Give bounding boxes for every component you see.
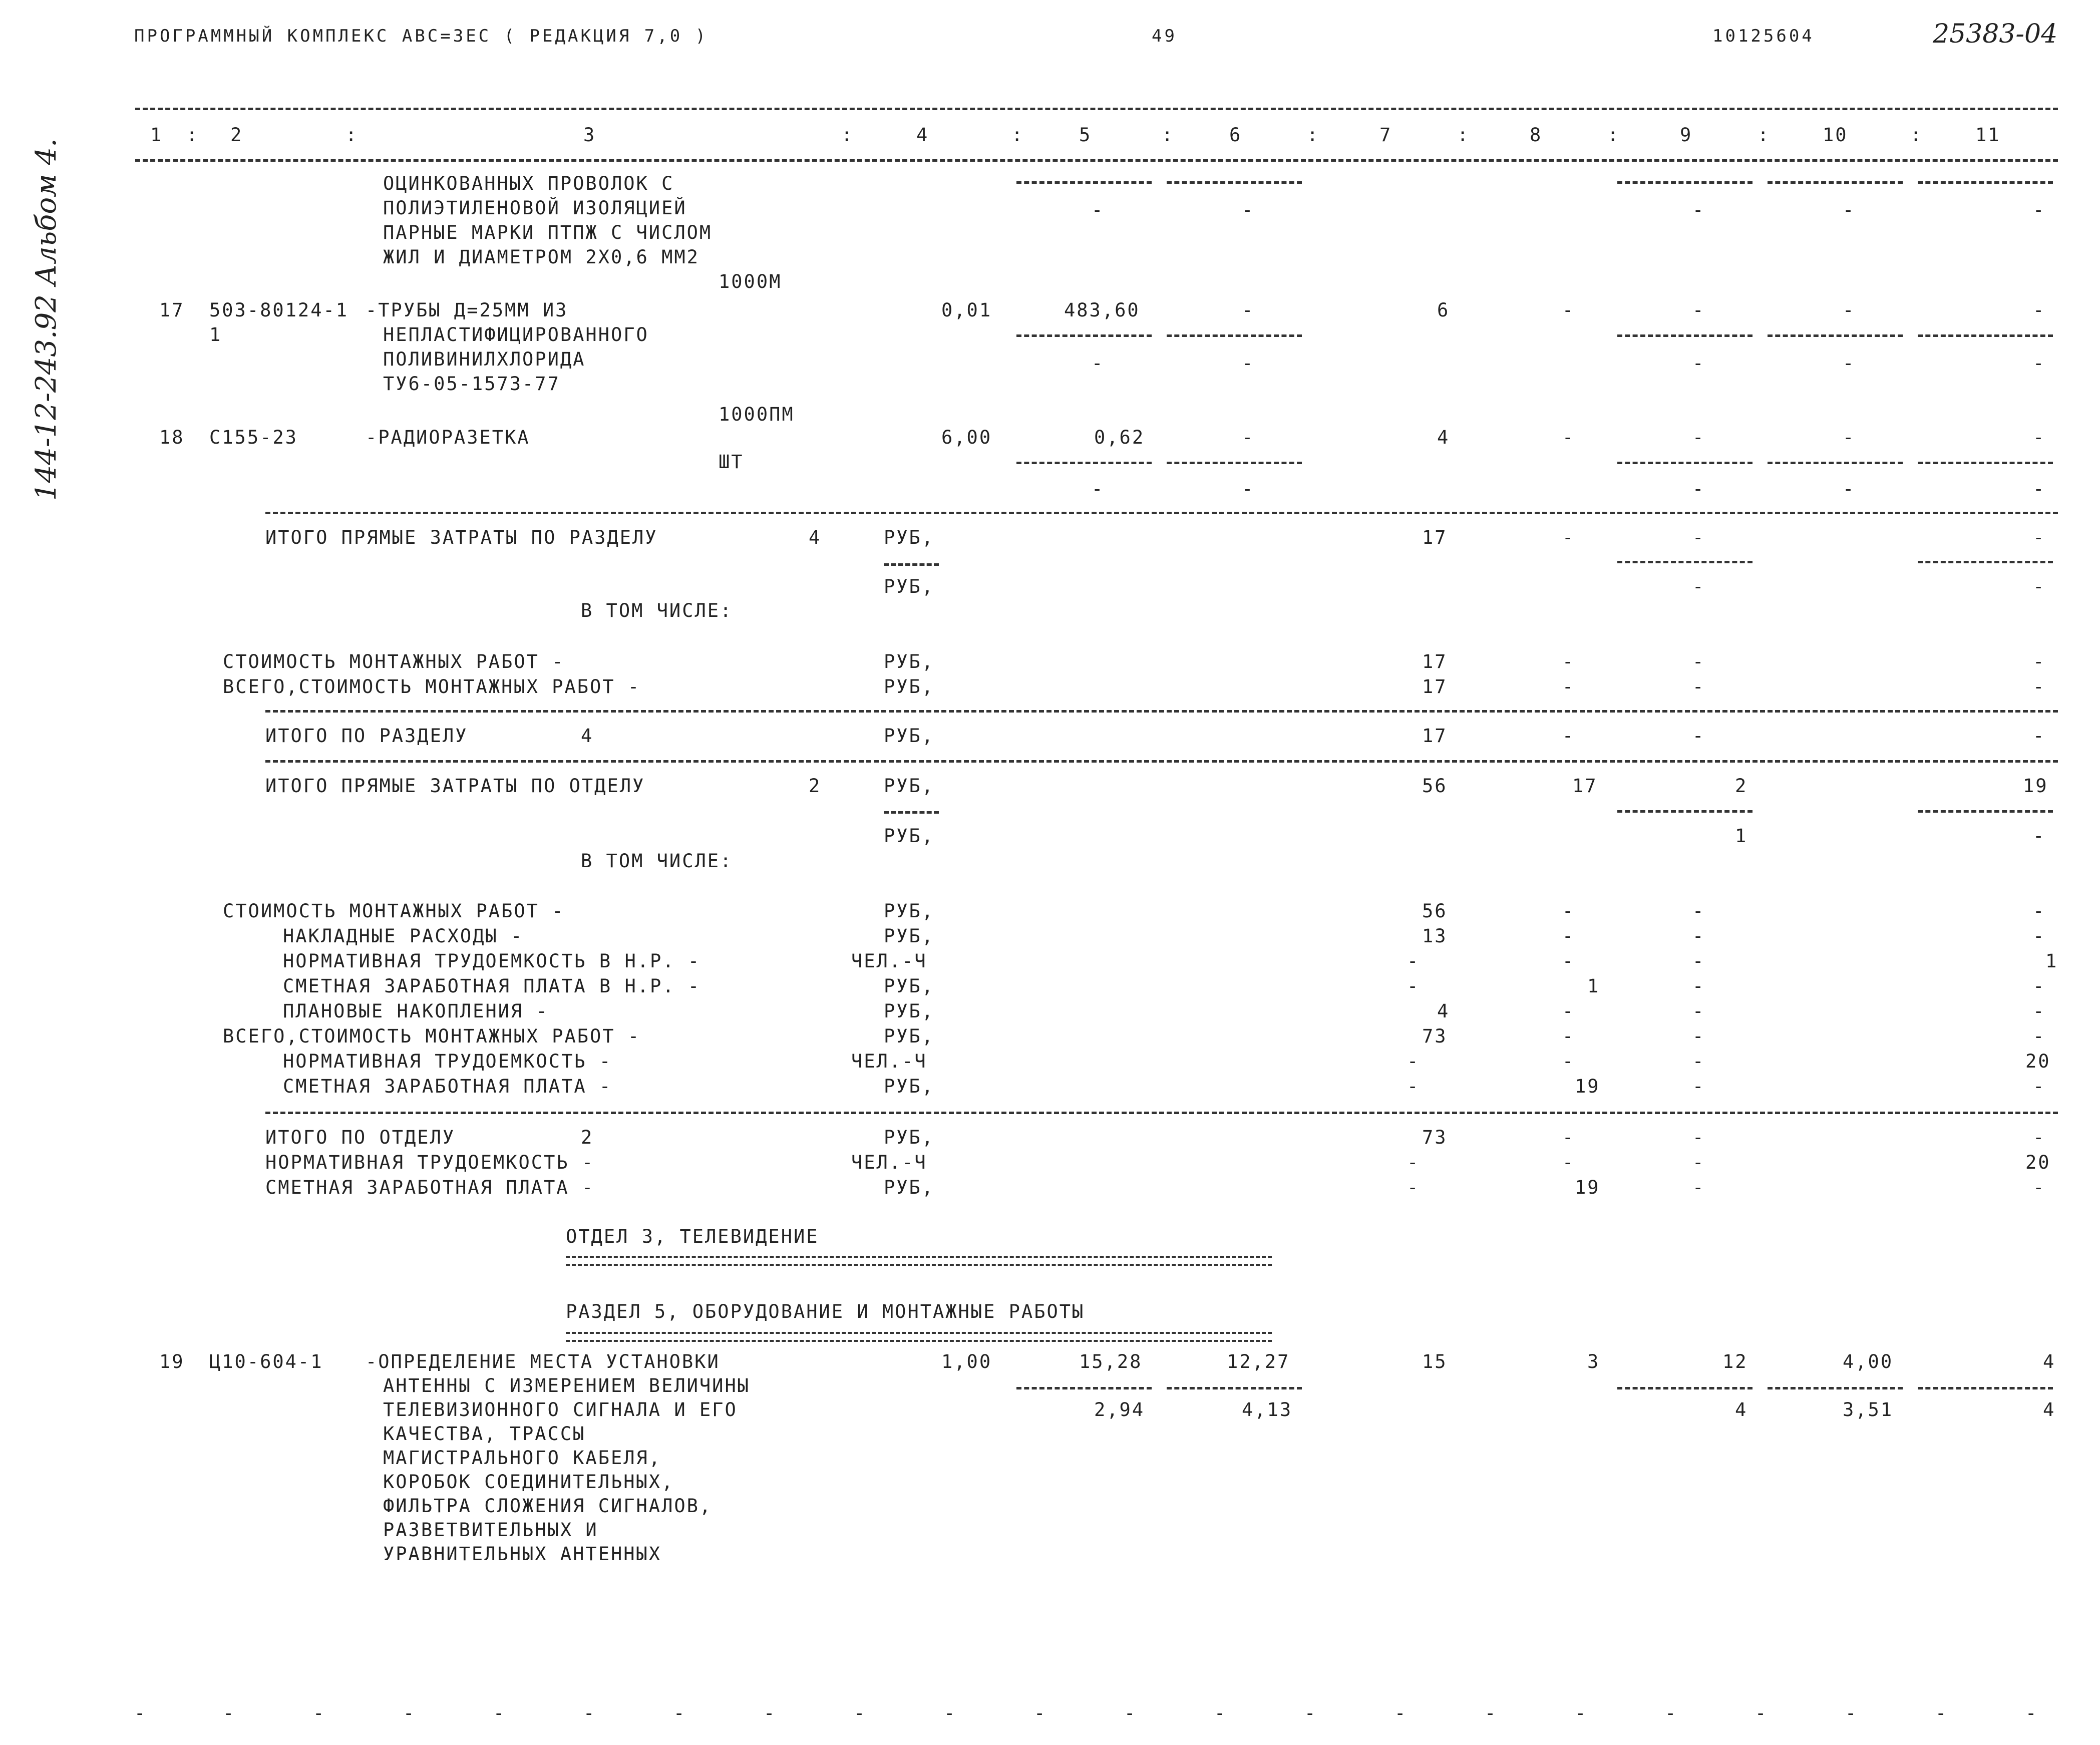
dash-mark: - <box>2033 527 2046 548</box>
breakdown-label: СТОИМОСТЬ МОНТАЖНЫХ РАБОТ - <box>223 900 565 922</box>
dash-mark: - <box>1692 353 1705 374</box>
item-desc-line: КАЧЕСТВА, ТРАССЫ <box>383 1423 586 1445</box>
dash-mark: - <box>1242 299 1255 321</box>
header-rule-bottom <box>135 159 2058 162</box>
item-col11b: 4 <box>2043 1399 2056 1421</box>
breakdown-unit: РУБ, <box>884 900 935 922</box>
total-unit: РУБ, <box>884 825 935 847</box>
item-desc-line: АНТЕННЫ С ИЗМЕРЕНИЕМ ВЕЛИЧИНЫ <box>383 1375 751 1397</box>
dash-mark: - <box>1562 950 1575 972</box>
total-unit: РУБ, <box>884 725 935 747</box>
total-label: ИТОГО ПО РАЗДЕЛУ <box>265 725 468 747</box>
dash-mark: - <box>1692 676 1705 697</box>
dash-mark: - <box>1562 900 1575 922</box>
breakdown-label: СМЕТНАЯ ЗАРАБОТНАЯ ПЛАТА В Н.Р. - <box>283 975 701 997</box>
subtotal-rule <box>1768 462 1903 464</box>
item-desc-line: ПАРНЫЕ МАРКИ ПТПЖ С ЧИСЛОМ <box>383 222 713 243</box>
document-code: 10125604 <box>1712 26 1815 46</box>
dash-mark: - <box>1692 1000 1705 1022</box>
item-desc-line: УРАВНИТЕЛЬНЫХ АНТЕННЫХ <box>383 1543 662 1565</box>
subtotal-rule <box>1918 810 2053 813</box>
total-label: ИТОГО ПРЯМЫЕ ЗАТРАТЫ ПО ОТДЕЛУ <box>265 775 645 797</box>
final-label: НОРМАТИВНАЯ ТРУДОЕМКОСТЬ - <box>265 1152 595 1173</box>
final-unit: ЧЕЛ.-Ч <box>851 1152 927 1173</box>
item-desc-line: ПОЛИВИНИЛХЛОРИДА <box>383 348 586 370</box>
total-unit: РУБ, <box>884 775 935 797</box>
breakdown-unit: РУБ, <box>884 975 935 997</box>
col-sep: : <box>841 124 854 146</box>
dash-mark: - <box>2033 299 2046 321</box>
dash-mark: - <box>1562 676 1575 697</box>
title-underline <box>566 1256 1272 1266</box>
subtotal-rule <box>1918 181 2053 184</box>
dash-mark: - <box>1692 576 1705 597</box>
item-col9b: 4 <box>1735 1399 1748 1421</box>
item-col5b: 2,94 <box>1094 1399 1145 1421</box>
dash-mark: - <box>1755 1702 1768 1724</box>
dash-mark: - <box>1407 1152 1420 1173</box>
col-5: 5 <box>1079 124 1092 146</box>
dash-mark: - <box>1692 975 1705 997</box>
item-unit: 1000ПМ <box>719 404 795 425</box>
item-qty: 1,00 <box>941 1351 992 1372</box>
item-desc-line: КОРОБОК СОЕДИНИТЕЛЬНЫХ, <box>383 1471 674 1493</box>
dash-mark: - <box>1407 950 1420 972</box>
item-col7: 15 <box>1422 1351 1448 1372</box>
dash-mark: - <box>493 1702 506 1724</box>
subtotal-rule <box>1768 334 1903 337</box>
dash-mark: - <box>1575 1702 1588 1724</box>
page-number: 49 <box>1152 26 1177 46</box>
breakdown-col8: 1 <box>1587 975 1600 997</box>
dash-mark: - <box>2033 1076 2046 1097</box>
dash-mark: - <box>1843 427 1856 448</box>
dash-mark: - <box>1692 527 1705 548</box>
breakdown-label: СМЕТНАЯ ЗАРАБОТНАЯ ПЛАТА - <box>283 1076 612 1097</box>
dash-mark: - <box>1407 975 1420 997</box>
final-label: СМЕТНАЯ ЗАРАБОТНАЯ ПЛАТА - <box>265 1177 595 1198</box>
dash-mark: - <box>2033 900 2046 922</box>
dash-mark: - <box>223 1702 236 1724</box>
col-1: 1 <box>150 124 163 146</box>
col-8: 8 <box>1530 124 1543 146</box>
col-sep: : <box>1758 124 1771 146</box>
dash-mark: - <box>2033 199 2046 221</box>
dash-mark: - <box>1843 299 1856 321</box>
dash-mark: - <box>2033 1177 2046 1198</box>
col-sep: : <box>1162 124 1175 146</box>
subtotal-rule <box>1617 462 1753 464</box>
item-desc-line: -ТРУБЫ Д=25ММ ИЗ <box>366 299 568 321</box>
dash-mark: - <box>2033 725 2046 747</box>
subtotal-rule <box>1918 1387 2053 1389</box>
breakdown-unit: РУБ, <box>884 1076 935 1097</box>
col-9: 9 <box>1680 124 1693 146</box>
subtotal-rule <box>1768 1387 1903 1389</box>
dash-mark: - <box>1562 925 1575 947</box>
total-col7: 17 <box>1422 527 1448 548</box>
total-unit: РУБ, <box>884 576 935 597</box>
breakdown-col7: 4 <box>1437 1000 1450 1022</box>
breakdown-label: НОРМАТИВНАЯ ТРУДОЕМКОСТЬ В Н.Р. - <box>283 950 701 972</box>
item-price: 483,60 <box>1064 299 1140 321</box>
item-desc-line: ТУ6-05-1573-77 <box>383 373 560 395</box>
dash-mark: - <box>583 1702 596 1724</box>
subtotal-rule <box>1167 181 1302 184</box>
dash-mark: - <box>1692 651 1705 672</box>
total-label: ИТОГО ПРЯМЫЕ ЗАТРАТЫ ПО РАЗДЕЛУ <box>265 527 658 548</box>
breakdown-col7: 73 <box>1422 1025 1448 1047</box>
dash-mark: - <box>2033 427 2046 448</box>
dash-mark: - <box>1562 1051 1575 1072</box>
total-unit: РУБ, <box>884 527 935 548</box>
item-number: 18 <box>159 427 185 448</box>
breakdown-col11: 1 <box>2045 950 2058 972</box>
breakdown-unit: РУБ, <box>884 1000 935 1022</box>
dash-mark: - <box>2033 478 2046 500</box>
dash-mark: - <box>764 1702 777 1724</box>
dash-mark: - <box>1843 478 1856 500</box>
dash-mark: - <box>2033 975 2046 997</box>
dash-mark: - <box>403 1702 416 1724</box>
breakdown-unit: РУБ, <box>884 1025 935 1047</box>
final-unit: РУБ, <box>884 1177 935 1198</box>
dash-mark: - <box>2033 1000 2046 1022</box>
total-col11: 19 <box>2023 775 2048 797</box>
unit-rule <box>884 811 939 814</box>
subtotal-rule <box>1617 561 1753 563</box>
dash-mark: - <box>2025 1702 2038 1724</box>
subtotal-rule <box>1617 1387 1753 1389</box>
total-unit: РУБ, <box>884 651 935 672</box>
dash-mark: - <box>1485 1702 1498 1724</box>
total-col7: 17 <box>1422 651 1448 672</box>
dash-mark: - <box>2033 353 2046 374</box>
final-label: ИТОГО ПО ОТДЕЛУ <box>265 1127 456 1148</box>
dash-mark: - <box>1034 1702 1047 1724</box>
breakdown-label: ВСЕГО,СТОИМОСТЬ МОНТАЖНЫХ РАБОТ - <box>223 1025 641 1047</box>
item-unit: ШТ <box>719 451 744 473</box>
dash-mark: - <box>1692 427 1705 448</box>
item-col7: 6 <box>1437 299 1450 321</box>
item-desc-line: РАЗВЕТВИТЕЛЬНЫХ И <box>383 1519 598 1541</box>
dash-mark: - <box>1562 1000 1575 1022</box>
dash-mark: - <box>1845 1702 1858 1724</box>
item-code: 503-80124-1 <box>209 299 349 321</box>
program-title: ПРОГРАММНЫЙ КОМПЛЕКС АВС=3ЕС ( РЕДАКЦИЯ 7,0 ) <box>134 26 709 46</box>
dash-mark: - <box>1692 925 1705 947</box>
dash-mark: - <box>2033 676 2046 697</box>
dash-mark: - <box>1092 478 1105 500</box>
subtotal-rule <box>1617 181 1753 184</box>
final-col8: 19 <box>1575 1177 1600 1198</box>
col-6: 6 <box>1229 124 1242 146</box>
dash-mark: - <box>1843 353 1856 374</box>
item-desc-line: ТЕЛЕВИЗИОННОГО СИГНАЛА И ЕГО <box>383 1399 738 1421</box>
dash-mark: - <box>1692 199 1705 221</box>
breakdown-col11: 20 <box>2025 1051 2051 1072</box>
total-col7: 17 <box>1422 676 1448 697</box>
dash-mark: - <box>1692 299 1705 321</box>
section-rule <box>265 710 2058 713</box>
breakdown-col8: 19 <box>1575 1076 1600 1097</box>
item-code: С155-23 <box>209 427 298 448</box>
dash-mark: - <box>1665 1702 1678 1724</box>
dash-mark: - <box>1692 1076 1705 1097</box>
col-sep: : <box>345 124 359 146</box>
breakdown-unit: ЧЕЛ.-Ч <box>851 950 927 972</box>
item-qty: 6,00 <box>941 427 992 448</box>
section-rule <box>265 512 2058 514</box>
subtotal-rule <box>1918 561 2053 563</box>
final-number: 2 <box>581 1127 594 1148</box>
including-label: В ТОМ ЧИСЛЕ: <box>581 850 733 872</box>
dash-mark: - <box>1692 1152 1705 1173</box>
breakdown-unit: ЧЕЛ.-Ч <box>851 1051 927 1072</box>
item-code: Ц10-604-1 <box>209 1351 323 1372</box>
dash-mark: - <box>2033 925 2046 947</box>
dash-mark: - <box>1407 1076 1420 1097</box>
dash-mark: - <box>1242 427 1255 448</box>
dash-mark: - <box>1692 1177 1705 1198</box>
final-col11: 20 <box>2025 1152 2051 1173</box>
dash-mark: - <box>1092 353 1105 374</box>
section-title: РАЗДЕЛ 5, ОБОРУДОВАНИЕ И МОНТАЖНЫЕ РАБОТЫ <box>566 1301 1085 1322</box>
item-price: 0,62 <box>1094 427 1145 448</box>
total-col8: 17 <box>1572 775 1598 797</box>
dash-mark: - <box>1242 353 1255 374</box>
final-col7: 73 <box>1422 1127 1448 1148</box>
dash-mark: - <box>1562 527 1575 548</box>
item-desc-line: ЖИЛ И ДИАМЕТРОМ 2Х0,6 ММ2 <box>383 246 699 268</box>
dash-mark: - <box>1843 199 1856 221</box>
item-col10: 4,00 <box>1843 1351 1894 1372</box>
total-col9: 2 <box>1735 775 1748 797</box>
col-sep: : <box>1910 124 1923 146</box>
dash-mark: - <box>1304 1702 1317 1724</box>
dash-mark: - <box>2033 825 2046 847</box>
item-col9: 12 <box>1722 1351 1748 1372</box>
dash-mark: - <box>1214 1702 1227 1724</box>
col-2: 2 <box>230 124 243 146</box>
handwritten-number: 25383-04 <box>1933 19 2058 49</box>
item-col11: 4 <box>2043 1351 2056 1372</box>
item-desc-line: ПОЛИЭТИЛЕНОВОЙ ИЗОЛЯЦИЕЙ <box>383 197 687 219</box>
total-number: 4 <box>809 527 822 548</box>
col-7: 7 <box>1379 124 1392 146</box>
breakdown-label: НАКЛАДНЫЕ РАСХОДЫ - <box>283 925 524 947</box>
dash-mark: - <box>1407 1177 1420 1198</box>
breakdown-unit: РУБ, <box>884 925 935 947</box>
dash-mark: - <box>1562 1127 1575 1148</box>
item-col6b: 4,13 <box>1242 1399 1293 1421</box>
subtotal-rule <box>1768 181 1903 184</box>
subtotal-rule <box>1016 1387 1152 1389</box>
section-rule <box>265 760 2058 763</box>
item-number: 19 <box>159 1351 185 1372</box>
department-title: ОТДЕЛ 3, ТЕЛЕВИДЕНИЕ <box>566 1226 819 1247</box>
subtotal-rule <box>1016 181 1152 184</box>
item-col8: 3 <box>1587 1351 1600 1372</box>
subtotal-rule <box>1617 810 1753 813</box>
header-rule-top <box>135 108 2058 110</box>
final-unit: РУБ, <box>884 1127 935 1148</box>
dash-mark: - <box>1092 199 1105 221</box>
unit-rule <box>884 563 939 566</box>
dash-mark: - <box>1562 299 1575 321</box>
dash-mark: - <box>1562 651 1575 672</box>
subtotal-rule <box>1918 334 2053 337</box>
dash-mark: - <box>673 1702 686 1724</box>
breakdown-col7: 13 <box>1422 925 1448 947</box>
total-label: ВСЕГО,СТОИМОСТЬ МОНТАЖНЫХ РАБОТ - <box>223 676 641 697</box>
dash-mark: - <box>1692 900 1705 922</box>
col-10: 10 <box>1823 124 1848 146</box>
dash-mark: - <box>1692 478 1705 500</box>
dash-mark: - <box>854 1702 867 1724</box>
dash-mark: - <box>1692 1127 1705 1148</box>
dash-mark: - <box>2033 1127 2046 1148</box>
col-sep: : <box>1307 124 1320 146</box>
dash-mark: - <box>313 1702 326 1724</box>
total-label: СТОИМОСТЬ МОНТАЖНЫХ РАБОТ - <box>223 651 565 672</box>
subtotal-rule <box>1167 1387 1302 1389</box>
item-unit: 1000М <box>719 271 782 292</box>
breakdown-label: ПЛАНОВЫЕ НАКОПЛЕНИЯ - <box>283 1000 549 1022</box>
dash-mark: - <box>134 1702 147 1724</box>
total-number: 2 <box>809 775 822 797</box>
item-qty: 0,01 <box>941 299 992 321</box>
dash-mark: - <box>1562 1152 1575 1173</box>
total-col7: 56 <box>1422 775 1448 797</box>
dash-mark: - <box>1394 1702 1408 1724</box>
item-desc-line: НЕПЛАСТИФИЦИРОВАННОГО <box>383 324 649 345</box>
dash-mark: - <box>1124 1702 1137 1724</box>
col-sep: : <box>186 124 199 146</box>
subtotal-rule <box>1167 462 1302 464</box>
col-4: 4 <box>916 124 929 146</box>
dash-mark: - <box>1692 725 1705 747</box>
col-11: 11 <box>1975 124 2001 146</box>
item-desc-line: -ОПРЕДЕЛЕНИЕ МЕСТА УСТАНОВКИ <box>366 1351 720 1372</box>
dash-mark: - <box>2033 651 2046 672</box>
item-col7: 4 <box>1437 427 1450 448</box>
subtotal-rule <box>1918 462 2053 464</box>
including-label: В ТОМ ЧИСЛЕ: <box>581 600 733 621</box>
item-col5: 15,28 <box>1079 1351 1143 1372</box>
subtotal-rule <box>1617 334 1753 337</box>
item-col6: 12,27 <box>1227 1351 1290 1372</box>
total-col9b: 1 <box>1735 825 1748 847</box>
dash-mark: - <box>1242 199 1255 221</box>
margin-note: 144-12-243.92 Альбом 4. <box>30 138 63 501</box>
dash-mark: - <box>2033 1025 2046 1047</box>
dash-mark: - <box>1692 950 1705 972</box>
col-sep: : <box>1607 124 1620 146</box>
dash-mark: - <box>1692 1025 1705 1047</box>
dash-mark: - <box>1407 1051 1420 1072</box>
dash-mark: - <box>1242 478 1255 500</box>
dash-mark: - <box>1692 1051 1705 1072</box>
dash-mark: - <box>1935 1702 1948 1724</box>
title-underline <box>566 1332 1272 1342</box>
item-desc-line: -РАДИОРАЗЕТКА <box>366 427 530 448</box>
dash-mark: - <box>2033 576 2046 597</box>
total-number: 4 <box>581 725 594 747</box>
subtotal-rule <box>1016 462 1152 464</box>
subtotal-rule <box>1167 334 1302 337</box>
col-sep: : <box>1011 124 1024 146</box>
total-unit: РУБ, <box>884 676 935 697</box>
breakdown-label: НОРМАТИВНАЯ ТРУДОЕМКОСТЬ - <box>283 1051 612 1072</box>
col-3: 3 <box>583 124 596 146</box>
dash-mark: - <box>1562 1025 1575 1047</box>
item-number: 17 <box>159 299 185 321</box>
subtotal-rule <box>1016 334 1152 337</box>
dash-mark: - <box>1562 725 1575 747</box>
col-sep: : <box>1457 124 1470 146</box>
breakdown-col7: 56 <box>1422 900 1448 922</box>
total-col7: 17 <box>1422 725 1448 747</box>
dash-mark: - <box>1562 427 1575 448</box>
dash-mark: - <box>944 1702 957 1724</box>
item-desc-line: ФИЛЬТРА СЛОЖЕНИЯ СИГНАЛОВ, <box>383 1495 713 1517</box>
item-desc-line: ОЦИНКОВАННЫХ ПРОВОЛОК С <box>383 173 674 194</box>
item-desc-line: МАГИСТРАЛЬНОГО КАБЕЛЯ, <box>383 1447 662 1469</box>
item-col10b: 3,51 <box>1843 1399 1894 1421</box>
section-rule <box>265 1112 2058 1114</box>
item-code-cont: 1 <box>209 324 222 345</box>
